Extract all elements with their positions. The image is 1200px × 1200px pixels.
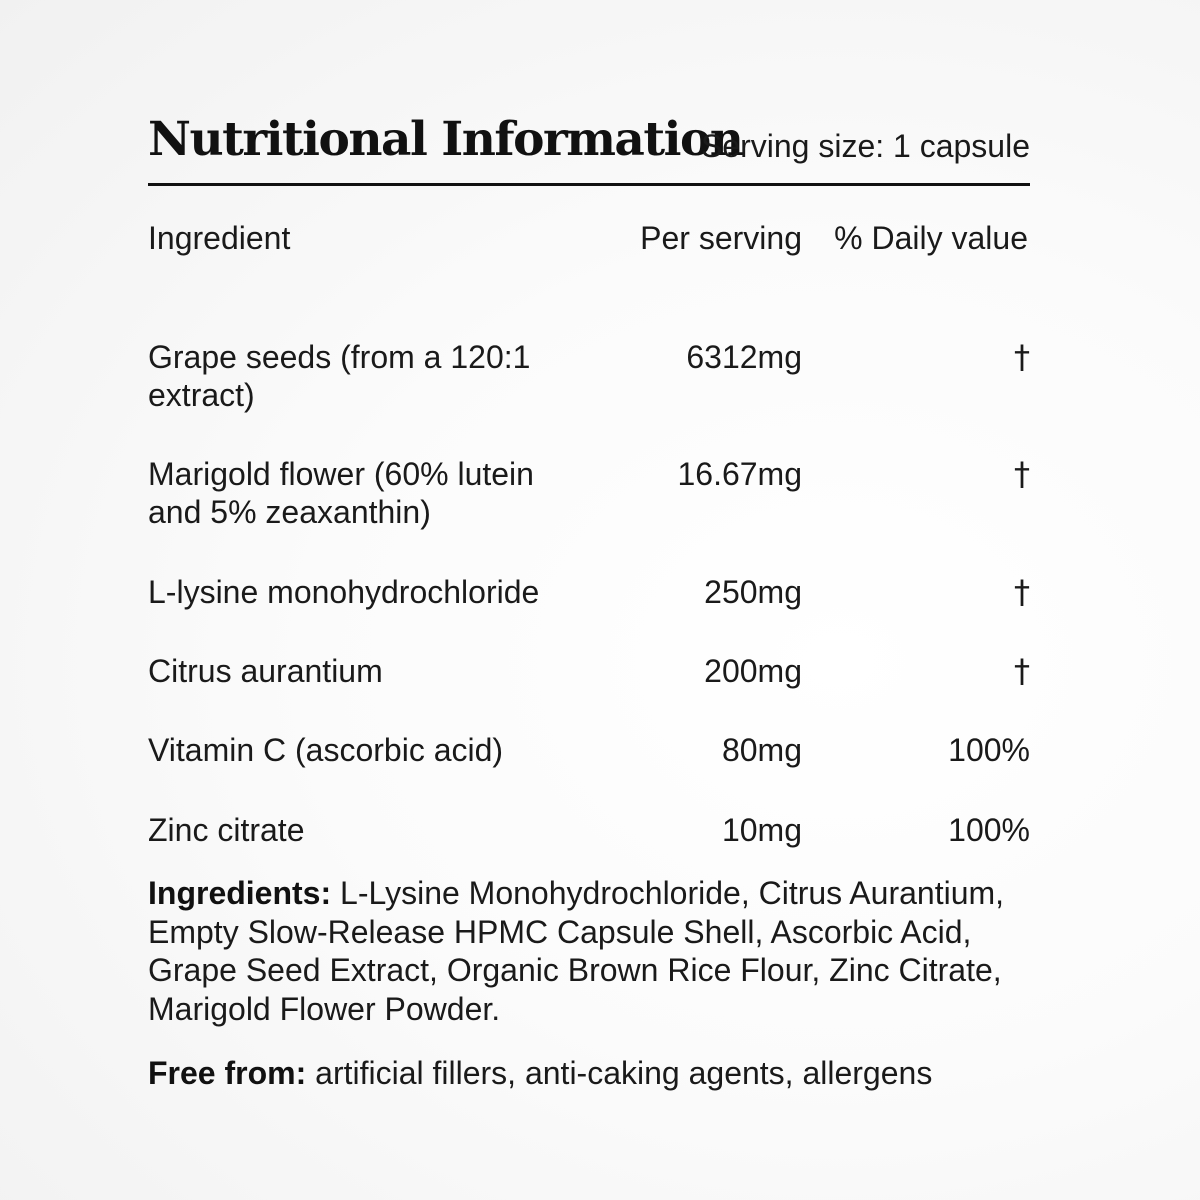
free-from-label: Free from: bbox=[148, 1055, 307, 1091]
ingredients-paragraph bbox=[148, 874, 1030, 1028]
daily-value: 100% bbox=[948, 812, 1030, 848]
ingredients-label: Ingredients: bbox=[148, 875, 332, 911]
ingredient-amount: 250mg bbox=[704, 574, 802, 610]
column-header-ingredient: Ingredient bbox=[148, 220, 291, 256]
ingredient-name: Grape seeds (from a 120:1 extract) bbox=[148, 339, 531, 413]
daily-value: 100% bbox=[948, 732, 1030, 768]
daily-value: † bbox=[1014, 455, 1030, 493]
ingredient-name: Vitamin C (ascorbic acid) bbox=[148, 732, 504, 768]
daily-value: † bbox=[1014, 338, 1030, 376]
free-from-paragraph bbox=[148, 1054, 1030, 1093]
header-divider bbox=[148, 183, 1030, 186]
ingredient-amount: 16.67mg bbox=[677, 456, 802, 492]
page-title: Nutritional Information bbox=[148, 112, 743, 167]
free-from-text: artificial fillers, anti-caking agents, allergens bbox=[306, 1055, 933, 1091]
ingredient-amount: 80mg bbox=[721, 732, 802, 768]
ingredient-amount: 6312mg bbox=[686, 339, 802, 375]
column-header-per-serving: Per serving bbox=[640, 220, 802, 256]
ingredient-amount: 200mg bbox=[704, 653, 802, 689]
ingredient-name: Citrus aurantium bbox=[148, 653, 383, 689]
ingredient-amount: 10mg bbox=[721, 812, 802, 848]
ingredient-name: L-lysine monohydrochloride bbox=[148, 574, 540, 610]
ingredient-name: Zinc citrate bbox=[148, 812, 305, 848]
daily-value: † bbox=[1014, 652, 1030, 690]
ingredient-name: Marigold flower (60% lutein and 5% zeaxanthin) bbox=[148, 456, 534, 530]
daily-value: † bbox=[1014, 573, 1030, 611]
header bbox=[148, 112, 1030, 172]
ingredients-text: L-Lysine Monohydrochloride, Citrus Aurantium, Empty Slow-Release HPMC Capsule Shell, Ascorbic Acid, Grape Seed Extract, Organic Brown Rice Flour, Zinc Citrate, Marigold Flower Powder. bbox=[148, 875, 1005, 1027]
column-header-daily-value: % Daily value bbox=[834, 220, 1028, 256]
serving-size: Serving size: 1 capsule bbox=[700, 128, 1030, 164]
nutrition-panel bbox=[148, 0, 1030, 1200]
